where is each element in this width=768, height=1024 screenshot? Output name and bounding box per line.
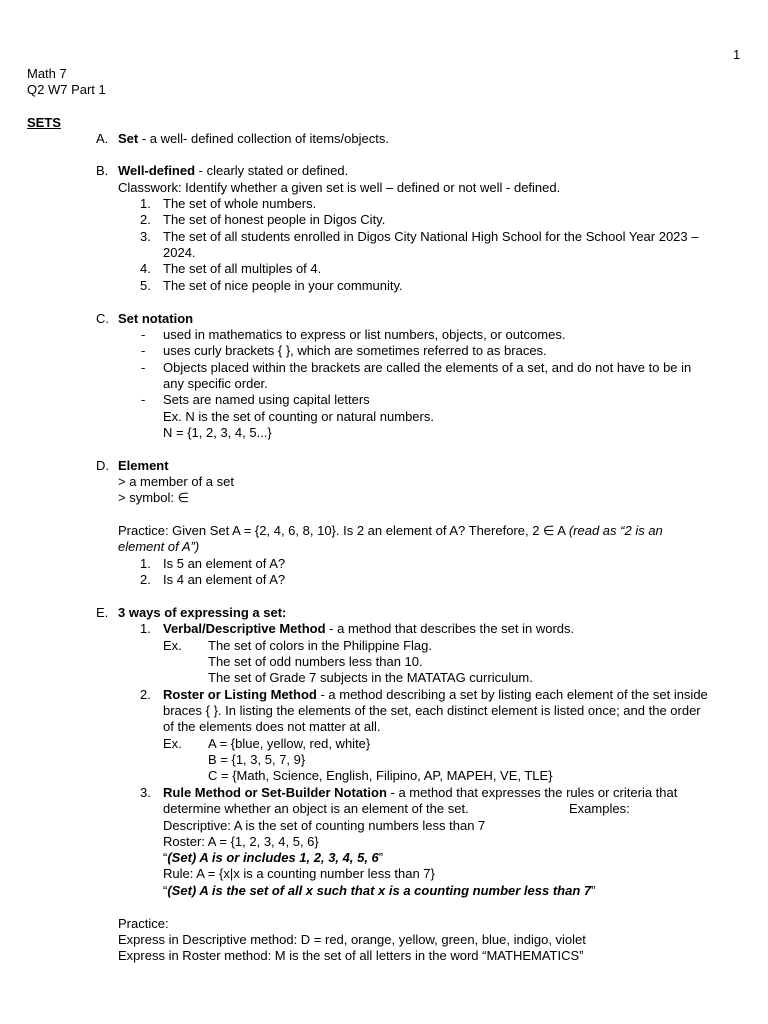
list-item-continued: 2024. xyxy=(163,245,196,260)
method-3-roster: Roster: A = {1, 2, 3, 4, 5, 6} xyxy=(163,834,319,849)
bullet-dash: - xyxy=(141,327,146,342)
header-course: Math 7 xyxy=(27,66,67,81)
element-practice xyxy=(118,523,663,539)
bullet-dash: - xyxy=(141,360,146,375)
method-2-text: of the elements does not matter at all. xyxy=(163,719,381,734)
method-2-term: Roster or Listing Method xyxy=(163,687,317,702)
bullet-item: Sets are named using capital letters xyxy=(163,392,370,407)
method-1-example: The set of odd numbers less than 10. xyxy=(208,654,423,669)
list-item: The set of honest people in Digos City. xyxy=(163,212,386,227)
list-number: 3. xyxy=(140,785,151,800)
bullet-dash: - xyxy=(141,392,146,407)
section-a-line xyxy=(118,131,389,147)
section-e-term: 3 ways of expressing a set: xyxy=(118,605,287,620)
method-3-descriptive: Descriptive: A is the set of counting numbers less than 7 xyxy=(163,818,486,833)
list-number: 1. xyxy=(140,556,151,571)
method-3-reading-1-text: (Set) A is or includes 1, 2, 3, 4, 5, 6 xyxy=(167,850,379,865)
method-3-examples-label: Examples: xyxy=(569,801,630,816)
method-2-example: C = {Math, Science, English, Filipino, AP, MAPEH, VE, TLE} xyxy=(208,768,553,783)
list-item: The set of whole numbers. xyxy=(163,196,317,211)
list-item: The set of nice people in your community. xyxy=(163,278,403,293)
method-3-def: - a method that expresses the rules or criteria that xyxy=(386,785,678,800)
method-3-reading-2-text: (Set) A is the set of all x such that x is a counting number less than 7 xyxy=(167,883,592,898)
practice-item: Express in Descriptive method: D = red, orange, yellow, green, blue, indigo, violet xyxy=(118,932,586,947)
section-b-term: Well-defined xyxy=(118,163,196,178)
classwork-instruction: Classwork: Identify whether a given set is well – defined or not well - defined. xyxy=(118,180,561,195)
list-item: The set of all multiples of 4. xyxy=(163,261,322,276)
list-number: 3. xyxy=(140,229,151,244)
bullet-item: used in mathematics to express or list numbers, objects, or outcomes. xyxy=(163,327,566,342)
section-a-term: Set xyxy=(118,131,139,146)
example-label: Ex. xyxy=(163,736,182,751)
method-3-term: Rule Method or Set-Builder Notation xyxy=(163,785,387,800)
list-number: 2. xyxy=(140,687,151,702)
bullet-item: uses curly brackets { }, which are sometimes referred to as braces. xyxy=(163,343,547,358)
list-number: 1. xyxy=(140,196,151,211)
method-3 xyxy=(163,785,677,801)
section-e-letter: E. xyxy=(96,605,109,620)
bullet-item: Objects placed within the brackets are called the elements of a set, and do not have to be in xyxy=(163,360,692,375)
list-number: 2. xyxy=(140,212,151,227)
method-2-example: A = {blue, yellow, red, white} xyxy=(208,736,371,751)
list-number: 1. xyxy=(140,621,151,636)
method-2 xyxy=(163,687,708,703)
section-c-letter: C. xyxy=(96,311,109,326)
method-3-text: determine whether an object is an element of the set. xyxy=(163,801,469,816)
method-1-example: The set of Grade 7 subjects in the MATATAG curriculum. xyxy=(208,670,533,685)
page-title: SETS xyxy=(27,115,61,130)
section-a-def: - a well- defined collection of items/objects. xyxy=(138,131,389,146)
method-2-text: braces { }. In listing the elements of the set, each distinct element is listed once; and the order xyxy=(163,703,701,718)
method-1-example: The set of colors in the Philippine Flag. xyxy=(208,638,433,653)
element-symbol: > symbol: ∈ xyxy=(118,490,189,505)
method-3-reading-2: “(Set) A is the set of all x such that x is a counting number less than 7” xyxy=(163,883,596,898)
element-practice-note: (read as “2 is an xyxy=(568,523,663,538)
page-number: 1 xyxy=(733,47,741,62)
practice-label: Practice: xyxy=(118,916,169,931)
bullet-item-continued: any specific order. xyxy=(163,376,268,391)
method-1 xyxy=(163,621,574,637)
section-c-term: Set notation xyxy=(118,311,194,326)
method-3-reading-1: “(Set) A is or includes 1, 2, 3, 4, 5, 6” xyxy=(163,850,384,865)
example-label: Ex. xyxy=(163,638,182,653)
method-1-term: Verbal/Descriptive Method xyxy=(163,621,326,636)
section-b-letter: B. xyxy=(96,163,109,178)
notation-example: Ex. N is the set of counting or natural numbers. xyxy=(163,409,434,424)
list-item: The set of all students enrolled in Digos City National High School for the School Year 2023 – xyxy=(163,229,699,244)
list-number: 2. xyxy=(140,572,151,587)
list-number: 4. xyxy=(140,261,151,276)
section-d-term: Element xyxy=(118,458,169,473)
section-a-letter: A. xyxy=(96,131,109,146)
method-2-def: - a method describing a set by listing each element of the set inside xyxy=(316,687,708,702)
section-d-letter: D. xyxy=(96,458,109,473)
section-b-def: - clearly stated or defined. xyxy=(195,163,349,178)
element-practice-note-continued: element of A”) xyxy=(118,539,200,554)
element-practice-text: Practice: Given Set A = {2, 4, 6, 8, 10}. Is 2 an element of A? Therefore, 2 ∈ A xyxy=(118,523,569,538)
method-3-rule: Rule: A = {x|x is a counting number less than 7} xyxy=(163,866,435,881)
element-definition: > a member of a set xyxy=(118,474,234,489)
section-b-line xyxy=(118,163,348,179)
notation-example-set: N = {1, 2, 3, 4, 5...} xyxy=(163,425,272,440)
list-number: 5. xyxy=(140,278,151,293)
method-2-example: B = {1, 3, 5, 7, 9} xyxy=(208,752,306,767)
method-1-def: - a method that describes the set in words. xyxy=(325,621,575,636)
bullet-dash: - xyxy=(141,343,146,358)
list-item: Is 5 an element of A? xyxy=(163,556,286,571)
practice-item: Express in Roster method: M is the set of all letters in the word “MATHEMATICS” xyxy=(118,948,584,963)
header-week: Q2 W7 Part 1 xyxy=(27,82,106,97)
list-item: Is 4 an element of A? xyxy=(163,572,286,587)
